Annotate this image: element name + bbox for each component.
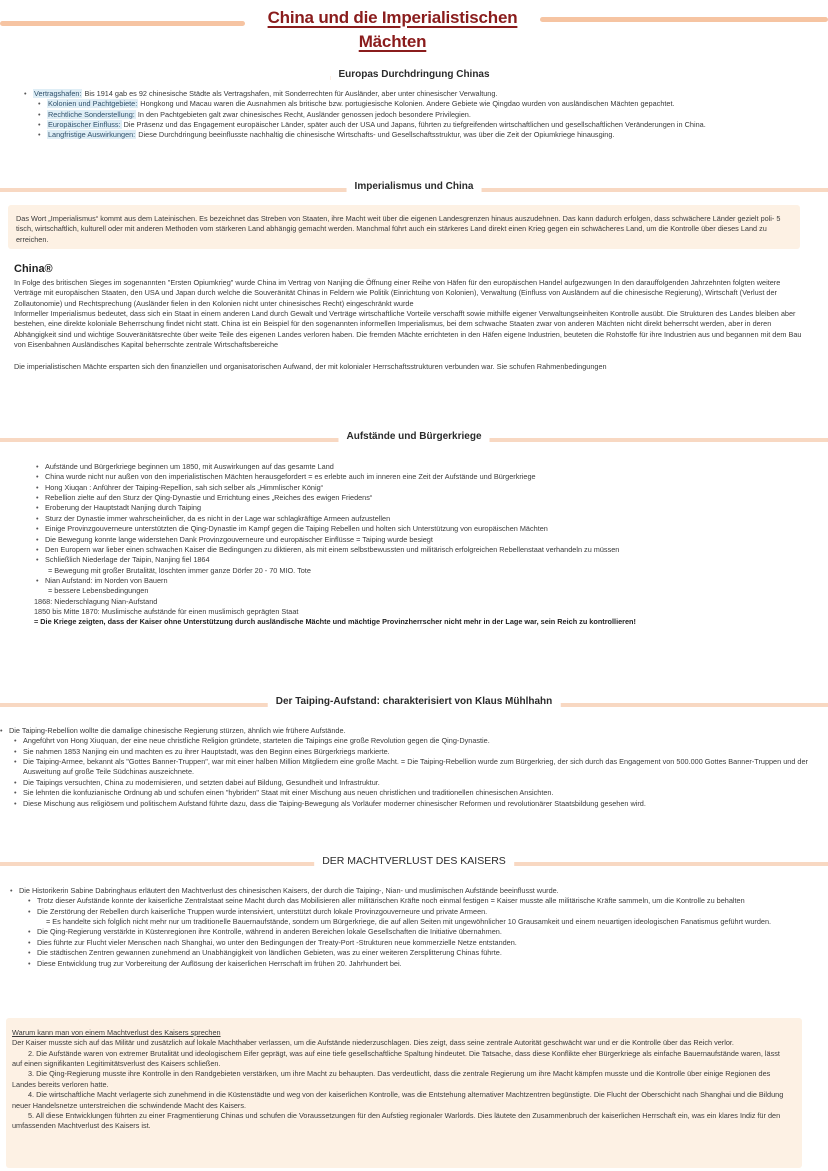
list-item: • Nian Aufstand: im Norden von Bauern	[36, 576, 806, 586]
list-item: • Vertragshafen: Bis 1914 gab es 92 chinesische Städte als Vertragshafen, mit Sonderrechten für Ausländer, aber unter chinesischer Verwaltung.	[24, 89, 814, 99]
list-item: • Hong Xiuqan : Anführer der Taiping-Repellion, sah sich selber als „Himmlischer König“	[36, 483, 806, 493]
section-heading-imperialismus: Imperialismus und China	[0, 178, 828, 198]
list-item: • Die Zerstörung der Rebellen durch kaiserliche Truppen wurde intensiviert, unterstützt durch lokale Provinzgouverneure und private Armeen.	[28, 907, 810, 917]
list-item: • Sturz der Dynastie immer wahrscheinlicher, da es nicht in der Lage war schlagkräftige Armeen aufzustellen	[36, 514, 806, 524]
list-item: • Rebellion zielte auf den Sturz der Qing-Dynastie und Errichtung eines „Reiches des ewigen Friedens“	[36, 493, 806, 503]
paragraph: In Folge des britischen Sieges im sogenannten "Ersten Opiumkrieg" wurde China im Vertrag von Nanjing die Öffnung einer Reihe von Häfen für den europäischen Handel aufgezwungen In den darauffolgenden Jahrzehnten folgten weitere Verträge mit europäischen Staaten, den USA und Japan durch welche die Souveränität Chinas in Feldern wie Politik (Einrichtung von Kolonien), Verwaltung (Einfluss von Ausländern auf die chinesische Regierung), Wirtschaft (Verlust der Zollautonomie) und Rechtsprechung (Ausländer fielen in den Kolonien nicht unter chinesisches Recht) eingeschränkt wurde	[14, 278, 781, 308]
list-item: • Die Historikerin Sabine Dabringhaus erläutert den Machtverlust des chinesischen Kaisers, der durch die Taiping-, Nian- und muslimischen Aufstände beeinflusst wurde.	[10, 886, 810, 896]
title-banner	[0, 4, 828, 52]
sub-note: = Bewegung mit großer Brutalität, löschten immer ganze Dörfer 20 - 70 MIO. Tote	[48, 565, 311, 575]
list-item: • Europäischer Einfluss: Die Präsenz und das Engagement europäischer Länder, später auch der USA und Japans, führten zu tiefgreifenden wirtschaftlichen und gesellschaftlichen Veränderungen in China.	[38, 120, 814, 130]
list-item: • Die städtischen Zentren gewannen zunehmend an Unabhängigkeit von ländlichen Gebieten, was zu einer weiteren Zersplitterung Chinas führte.	[28, 948, 810, 958]
list-item: • Den Europern war lieber einen schwachen Kaiser die Bedingungen zu diktieren, als mit einem selbstbewussten und militärisch erfolgreichen Rebellenstaat verhandeln zu müssen	[36, 545, 806, 555]
paragraph: 5. All diese Entwicklungen führten zu einer Fragmentierung Chinas und schufen die Voraussetzungen für den Aufstieg regionaler Warlords. Dies läutete den Zusammenbruch der kaiserlichen Herrschaft ein, was ein klares Indiz für den umfassenden Machtverlust des Kaisers ist.	[12, 1110, 781, 1131]
list-item: • Eroberung der Hauptstadt Nanjing durch Taiping	[36, 503, 806, 513]
list-item: • Einige Provinzgouverneure unterstützten die Qing-Dynastie im Kampf gegen die Taiping Rebellen und holten sich Unterstützung von europäischen Mächten	[36, 524, 806, 534]
sub-note: = bessere Lebensbedingungen	[48, 586, 149, 596]
section-heading-europa: Europas Durchdringung Chinas	[0, 66, 828, 86]
date-line: 1868: Niederschlagung Nian-Aufstand	[34, 596, 158, 606]
section-machtverlust	[10, 886, 810, 969]
list-item: • Kolonien und Pachtgebiete: Hongkong und Macau waren die Ausnahmen als britische bzw. portugiesische Kolonien. Andere Gebiete wie Qingdao wurden von ausländischen Mächten gepachtet.	[38, 99, 814, 109]
list-item: • Sie lehnten die konfuzianische Ordnung ab und schufen einen "hybriden" Staat mit einer Mischung aus neuen christlichen und traditionellen chinesischen Ansichten.	[14, 788, 822, 798]
paragraph: Der Kaiser musste sich auf das Militär und zusätzlich auf lokale Machthaber verlassen, um die Aufstände niederzuschlagen. Dies zeigt, dass seine zentrale Autorität geschwächt war und er die Kontrolle über das Reich verlor.	[12, 1038, 734, 1048]
sub-note: = Es handelte sich folglich nicht mehr nur um traditionelle Bauernaufstände, sondern um Bürgerkriege, die auf allen Seiten mit ungewöhnlicher 10 Grausamkeit und einem neuartigen ideologischen Fanatismus geführt wurden.	[46, 917, 772, 927]
section-aufstaende	[36, 462, 806, 628]
list-item: • Dies führte zur Flucht vieler Menschen nach Shanghai, wo unter den Bedingungen der Treaty-Port -Strukturen neue kommerzielle Netze entstanden.	[28, 938, 810, 948]
paragraph: Informeller Imperialismus bedeutet, dass sich ein Staat in einem anderen Land durch Gewalt und Verträge wirtschaftliche Vorteile verschafft sowie mithilfe eigener Verwaltungseinheiten Kontrolle ausübt. Die Strukturen des Landes bleiben aber bestehen, eine direkte koloniale Beherrschung findet nicht statt. China ist ein Beispiel für den sogenannten informellen Imperialismus, bei dem schwache Staaten zwar von anderen Mächten nicht direkt beherrscht werden, aber in deren Abhängigkeit sind und wichtige Souveränitätsrechte über weite Teile des eigenen Landes verloren haben. Die fremden Mächte errichteten in den Häfen eigene Industrien, beuteten die Rohstoffe für ihre Industrien aus und begannen mit dem Bau von Eisenbahnen Ausländisches Kapital beherrschte zentrale Wirtschaftsbereiche	[14, 309, 802, 350]
china-text	[14, 278, 804, 372]
list-item: • Diese Mischung aus religiösem und politischem Aufstand führte dazu, dass die Taiping-Bewegung als Vorläufer moderner chinesischer Reformen und revolutionärer Staatsbildung gesehen wird.	[14, 799, 822, 809]
list-item: • Rechtliche Sonderstellung: In den Pachtgebieten galt zwar chinesisches Recht, Ausländer genossen jedoch besondere Privilegien.	[38, 110, 814, 120]
date-line: 1850 bis Mitte 1870: Muslimische aufstände für einen muslimisch geprägten Staat	[34, 607, 299, 617]
title-bar-right	[540, 17, 828, 22]
list-item: • Diese Entwicklung trug zur Vorbereitung der Auflösung der kaiserlichen Herrschaft im frühen 20. Jahrhundert bei.	[28, 959, 810, 969]
list-item: • Die Qing-Regierung verstärkte in Küstenregionen ihre Kontrolle, während in anderen Bereichen lokale Gesellschaften die Initiative übernahmen.	[28, 927, 810, 937]
section-heading-aufstaende: Aufstände und Bürgerkriege	[0, 428, 828, 448]
paragraph: Die imperialistischen Mächte ersparten sich den finanziellen und organisatorischen Aufwand, der mit kolonialer Herrschaftsstrukturen verbunden war. Sie schufen Rahmenbedingungen	[14, 361, 607, 371]
page-title: China und die Imperialistischen Mächten	[267, 8, 518, 52]
title-bar-left	[0, 21, 245, 26]
section-europa	[24, 89, 814, 141]
summary-text	[12, 1028, 792, 1132]
list-item: • Aufstände und Bürgerkriege beginnen um 1850, mit Auswirkungen auf das gesamte Land	[36, 462, 806, 472]
paragraph: 4. Die wirtschaftliche Macht verlagerte sich zunehmend in die Küstenstädte und weg von der kaiserlichen Kontrolle, was die Entstehung alternativer Machtzentren begünstigte. Die Flucht der Oberschicht nach Shanghai und die Bildung neuer Handelsnetze unterstreichen die schwindende Macht des Kaisers.	[12, 1090, 784, 1110]
list-item: • Langfristige Auswirkungen: Diese Durchdringung beeinflusste nachhaltig die chinesische Wirtschafts- und Gesellschaftsstruktur, was über die Zeit der Opiumkriege hinausging.	[38, 130, 814, 140]
section-heading-taiping: Der Taiping-Aufstand: charakterisiert von Klaus Mühlhahn	[0, 693, 828, 713]
paragraph: 2. Die Aufstände waren von extremer Brutalität und ideologischem Eifer geprägt, was auf eine tiefe gesellschaftliche Spaltung hindeutet. Die Tatsache, dass diese Konflikte eher Bürgerkriege als einfache Bauernaufstände waren, lässt auf einen signifikanten Legitimitätsverlust des Kaisers schließen.	[12, 1048, 780, 1069]
china-heading: China®	[14, 263, 53, 275]
list-item: • Die Taiping-Armee, bekannt als "Gottes Banner-Truppen", war mit einer halben Million Mitgliedern eine große Macht. = Die Taiping-Rebellion wurde zum Bürgerkrieg, der sich durch das Engagement von 500.000 Gottes Banner-Truppen und der Ausweitung auf große Teile Südchinas auszeichnete.	[14, 757, 822, 778]
paragraph: 3. Die Qing-Regierung musste ihre Kontrolle in den Randgebieten verstärken, um ihre Macht zu behaupten. Das verdeutlicht, dass die zentrale Regierung um ihre Macht kämpfen musste und die Kontrolle über einige Regionen des Landes bereits verloren hatte.	[12, 1069, 771, 1089]
section-taiping	[0, 726, 822, 809]
conclusion: = Die Kriege zeigten, dass der Kaiser ohne Unterstützung durch ausländische Mächte und mächtige Provinzherrscher nicht mehr in der Lage war, sein Reich zu kontrollieren!	[34, 617, 636, 627]
list-item: • Die Bewegung konnte lange widerstehen Dank Provinzgouverneure und europäischer Einflüsse = Taiping wurde besiegt	[36, 535, 806, 545]
list-item: • Schließlich Niederlage der Taipin, Nanjing fiel 1864	[36, 555, 806, 565]
list-item: • Trotz dieser Aufstände konnte der kaiserliche Zentralstaat seine Macht durch das Mobilisieren aller militärischen Kräfte noch einmal festigen = Kaiser musste alle militärische Kräfte sammeln, um die Kontrolle zu behalten	[28, 896, 810, 906]
list-item: • Die Taiping-Rebellion wollte die damalige chinesische Regierung stürzen, ähnlich wie frühere Aufstände.	[0, 726, 822, 736]
list-item: • Angeführt von Hong Xiuquan, der eine neue christliche Religion gründete, starteten die Taipings eine große Revolution gegen die Qing-Dynastie.	[14, 736, 822, 746]
section-heading-machtverlust: DER MACHTVERLUST DES KAISERS	[0, 852, 828, 872]
list-item: • China wurde nicht nur außen von den imperialistischen Mächten herausgefordert = es erlebte auch im inneren eine Zeit der Aufstände und Bürgerkriege	[36, 472, 806, 482]
list-item: • Die Taipings versuchten, China zu modernisieren, und setzten dabei auf Bildung, Gesundheit und Infrastruktur.	[14, 778, 822, 788]
definition-text: Das Wort „Imperialismus“ kommt aus dem Lateinischen. Es bezeichnet das Streben von Staaten, ihre Macht weit über die eigenen Landesgrenzen hinaus auszudehnen. Das kann dadurch erfolgen, dass schwächere Länder gezielt poli- 5 tisch, wirtschaftlich, kulturell oder mit anderen Methoden vom stärkeren Land abhängig gemacht werden. Manchmal führt auch ein stärkeres Land direkt einen Krieg gegen ein schwächeres Land, um die Kontrolle über dieses Land zu erreichen.	[16, 214, 781, 244]
list-item: • Sie nahmen 1853 Nanjing ein und machten es zu ihrer Hauptstadt, was den Beginn eines Bürgerkriegs markierte.	[14, 747, 822, 757]
summary-heading: Warum kann man von einem Machtverlust des Kaisers sprechen	[12, 1028, 221, 1037]
